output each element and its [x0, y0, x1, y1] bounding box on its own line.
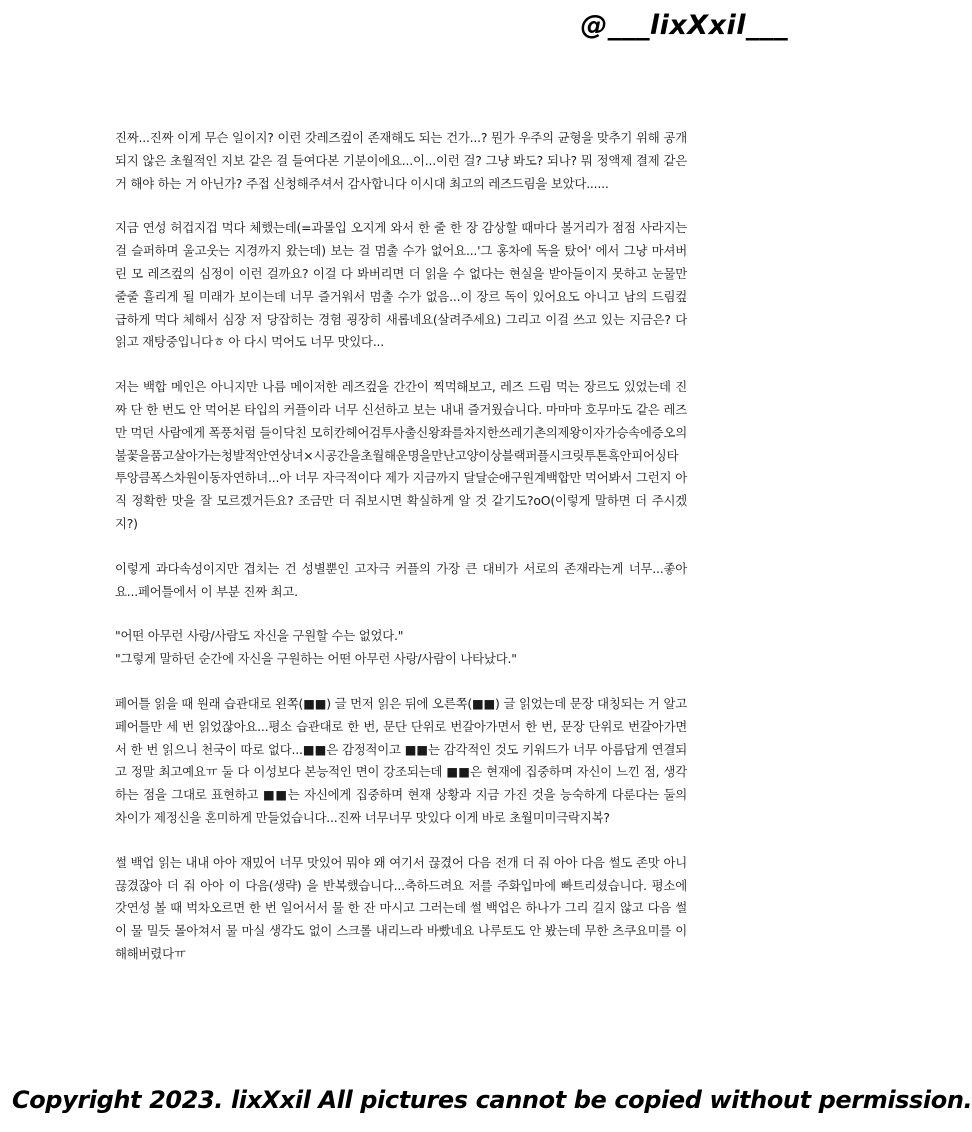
paragraph-3: 저는 백합 메인은 아니지만 나름 메이저한 레즈컾을 간간이 찍먹해보고, 레즈 드림 먹는 장르도 있었는데 진짜 단 한 번도 안 먹어본 타입의 커플이라 너무 신선하고 보는 내내 즐거웠습니다. 마마마 호무마도 같은 레즈만 먹던 사람에게 폭풍처럼 들이닥친 모히칸헤어검투사출신왕좌를차지한쓰레기촌의제왕이자가승속에증오의불꽃을품고살아가는청발적안연상녀×시공간을초월해운명을만난고양이상블랙퍼플시크릿투톤흑안피어싱타투앙큼폭스차원이동자연하녀...아 너무 자극적이다 제가 지금까지 달달순애구원계백합만 먹어봐서 그런지 아직 정확한 맛을 잘 모르겠거든요? 조금만 더 줘보시면 확실하게 알 것 같기도?oO(이렇게 말하면 더 주시겠지?)	[115, 379, 687, 531]
quote-2: "그렇게 말하던 순간에 자신을 구원하는 어떤 아무런 사랑/사람이 나타났다."	[115, 651, 517, 667]
quote-1: "어떤 아무런 사랑/사람도 자신을 구원할 수는 없었다."	[115, 628, 404, 644]
paragraph-2: 지금 연성 허겁지겁 먹다 체했는데(=과몰입 오지게 와서 한 줄 한 장 감상할 때마다 볼거리가 점점 사라지는 걸 슬퍼하며 울고웃는 지경까지 왔는데) 보는 걸 멈출 수가 없어요...'그 홍차에 독을 탔어' 에서 그냥 마셔버린 모 레즈컾의 심정이 이런 걸까요? 이걸 다 봐버리면 더 읽을 수 없다는 현실을 받아들이지 못하고 눈물만 줄줄 흘리게 될 미래가 보이는데 너무 즐거워서 멈출 수가 없음...이 장르 독이 있어요도 아니고 남의 드림컾 급하게 먹다 체해서 심장 저 당잡히는 경험 굉장히 새롭네요(살려주세요) 그리고 이걸 쓰고 있는 지금은? 다 읽고 재탕중입니다ㅎ 아 다시 먹어도 너무 맛있다...	[115, 220, 687, 350]
letter-body	[115, 127, 687, 988]
author-handle: @___lixXxil___	[580, 10, 788, 41]
paragraph-4: 이렇게 과다속성이지만 겹치는 건 성별뿐인 고자극 커플의 가장 큰 대비가 서로의 존재라는게 너무...좋아요...페어틀에서 이 부분 진짜 최고.	[115, 560, 687, 599]
copyright-notice: Copyright 2023. lixXxil All pictures cannot be copied without permission.	[12, 1086, 972, 1114]
paragraph-1: 진짜...진짜 이게 무슨 일이지? 이런 갓레즈컾이 존재해도 되는 건가...? 뭔가 우주의 균형을 맞추기 위해 공개되지 않은 초월적인 지보 같은 걸 들여다본 기분이에요...이...이런 걸? 그냥 봐도? 되나? 뭐 정액제 결제 같은 거 해야 하는 거 아닌가? 주접 신청해주셔서 감사합니다 이시대 최고의 레즈드림을 보았다......	[115, 130, 687, 191]
paragraph-5: 페어틀 읽을 때 원래 습관대로 왼쪽(■■) 글 먼저 읽은 뒤에 오른쪽(■■) 글 읽었는데 문장 대칭되는 거 알고 페어틀만 세 번 읽었잖아요...평소 습관대로 한 번, 문단 단위로 번갈아가면서 한 번, 문장 단위로 번갈아가면서 한 번 읽으니 천국이 따로 없다...■■은 감정적이고 ■■는 감각적인 것도 키워드가 너무 아름답게 연결되고 정말 최고예요ㅠ 둘 다 이성보다 본능적인 면이 강조되는데 ■■은 현재에 집중하며 자신이 느낀 점, 생각하는 점을 그대로 표현하고 ■■는 자신에게 집중하며 현재 상황과 지금 가진 것을 능숙하게 다룬다는 둘의 차이가 제정신을 혼미하게 만들었습니다...진짜 너무너무 맛있다 이게 바로 초월미미극락지복?	[115, 695, 687, 825]
paragraph-6: 썰 백업 읽는 내내 아아 재밌어 너무 맛있어 뭐야 왜 여기서 끊겼어 다음 전개 더 줘 아아 다음 썰도 존맛 아니 끊겼잖아 더 줘 아아 이 다음(생략) 을 반복했습니다...축하드려요 저를 주화입마에 빠트리셨습니다. 평소에 갓연성 볼 때 벅차오르면 한 번 일어서서 물 한 잔 마시고 그러는데 썰 백업은 하나가 그리 길지 않고 다음 썰이 물 밀듯 몰아쳐서 물 마실 생각도 없이 스크롤 내리느라 바빴네요 나루토도 안 봤는데 무한 츠쿠요미를 이해해버렸다ㅠ	[115, 854, 687, 961]
